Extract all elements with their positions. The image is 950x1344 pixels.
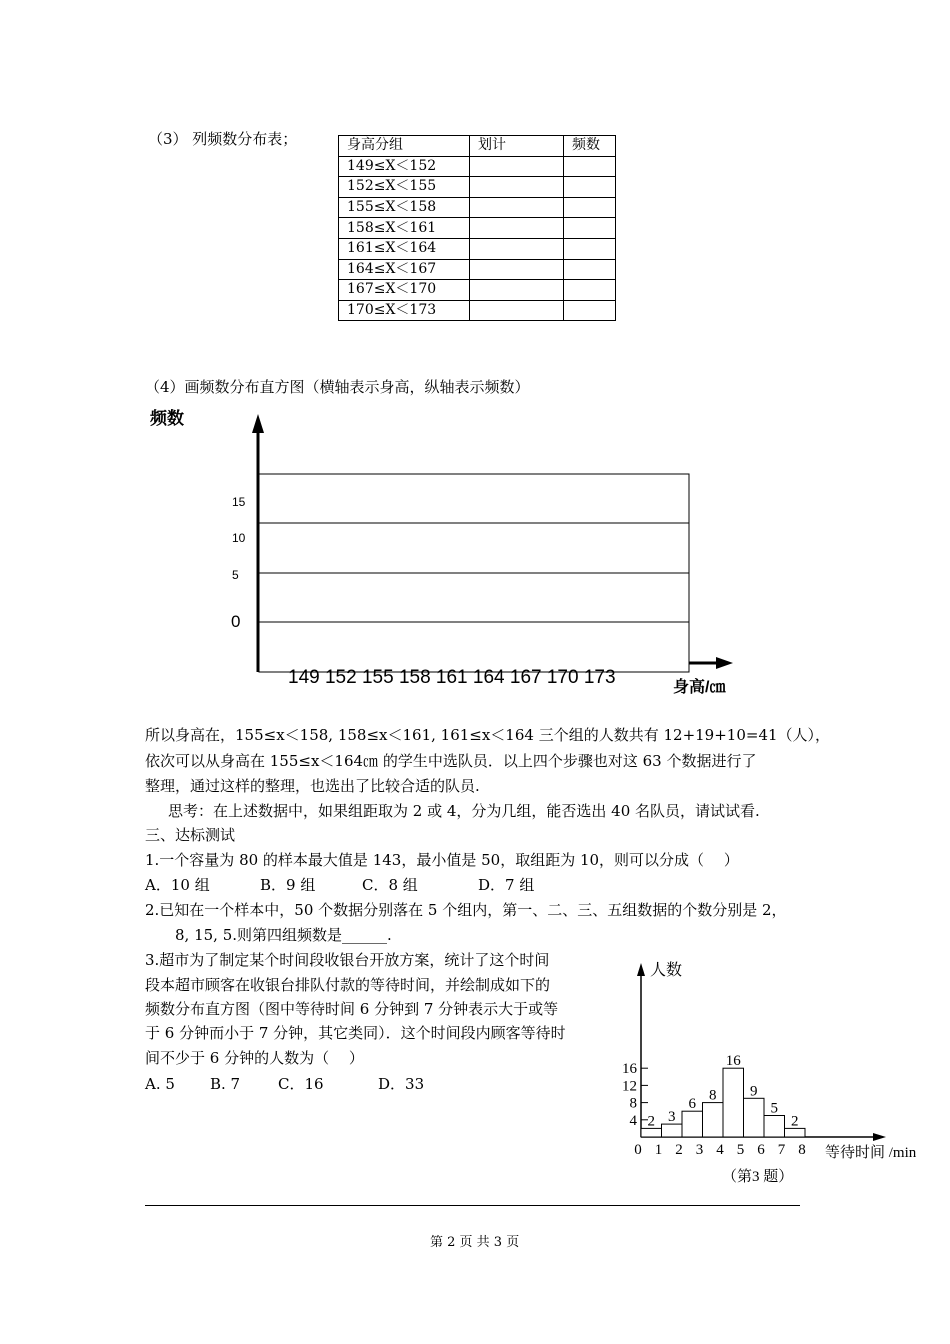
question-3-line: 频数分布直方图（图中等待时间 6 分钟到 7 分钟表示大于或等 [145,1000,559,1018]
body-line: 整理，通过这样的整理，也选出了比较合适的队员. [145,777,480,795]
chart2-y-arrow-icon [637,963,645,976]
hist1-x-title: 身高/㎝ [673,679,726,696]
body-line: 依次可以从身高在 155≤x＜164㎝ 的学生中选队员．以上四个步骤也对这 63 个数据进行了 [145,752,757,770]
hist1-y-tick: 5 [232,568,239,582]
hist1-y-tick: 10 [232,531,246,545]
histogram-bar [641,1128,662,1137]
chart2-y-title: 人数 [650,962,683,979]
y-tick-label: 4 [629,1112,637,1129]
hist1-y-tick: 0 [231,612,241,631]
think-paragraph: 思考：在上述数据中，如果组距取为 2 或 4，分为几组，能否选出 40 名队员，请试试看. [168,802,760,820]
table-cell: 155≤X＜158 [339,197,470,218]
bar-value-label: 3 [668,1109,676,1126]
table-cell: 167≤X＜170 [339,280,470,301]
q1-option-b: B．9 组 [260,876,316,894]
q1-option-d: D．7 组 [478,876,535,894]
x-tick-label: 2 [675,1142,683,1158]
table-cell: 161≤X＜164 [339,238,470,259]
section4-label: （4）画频数分布直方图（横轴表示身高，纵轴表示频数） [145,378,530,396]
histogram-bar [785,1128,806,1137]
q3-option-a: A. 5 [145,1075,175,1093]
q1-option-a: A．10 组 [145,876,210,894]
chart2-x-title: 等待时间 /min [825,1145,917,1161]
histogram-bar [744,1098,765,1137]
hist1-y-title: 频数 [150,409,184,428]
histogram-bar [662,1124,683,1137]
x-tick-label: 1 [654,1142,663,1158]
bar-value-label: 16 [725,1053,741,1070]
table-cell: 164≤X＜167 [339,259,470,280]
x-tick-label: 6 [757,1142,765,1158]
question-2-cont: 8, 15, 5.则第四组频数是______. [175,926,392,944]
question-3-line: 于 6 分钟而小于 7 分钟，其它类同）．这个时间段内顾客等待时 [145,1024,566,1042]
hist1-y-tick: 15 [232,495,246,509]
hist1-x-ticks: 149 152 155 158 161 164 167 170 173 [288,667,616,688]
histogram-bar [723,1068,744,1137]
body-line: 所以身高在，155≤x＜158, 158≤x＜161, 161≤x＜164 三个组的人数共有 12+19+10=41（人）， [145,726,831,744]
chart2-caption: （第3 题） [722,1169,794,1185]
table-header: 划计 [470,136,564,157]
table-cell: 170≤X＜173 [339,300,470,321]
table-cell: 158≤X＜161 [339,218,470,239]
y-tick-label: 12 [622,1078,637,1095]
x-tick-label: 0 [634,1142,642,1158]
bar-value-label: 6 [688,1096,696,1113]
section3-label: （3） 列频数分布表； [148,130,298,148]
y-tick-label: 16 [622,1061,637,1078]
bar-value-label: 2 [791,1113,799,1130]
q3-option-c: C．16 [278,1075,324,1093]
x-tick-label: 8 [798,1142,806,1158]
table-cell: 152≤X＜155 [339,177,470,198]
footer-divider [145,1205,800,1206]
histogram-bar [703,1103,724,1137]
table-header: 频数 [564,136,616,157]
bar-value-label: 2 [647,1113,655,1130]
x-tick-label: 3 [695,1142,704,1158]
bar-value-label: 9 [750,1083,758,1100]
page-number: 第 2 页 共 3 页 [430,1235,520,1250]
x-tick-label: 5 [736,1142,745,1158]
question-3-line: 间不少于 6 分钟的人数为（ ） [145,1049,364,1067]
bar-value-label: 8 [709,1087,717,1104]
q3-option-b: B. 7 [210,1075,241,1093]
q1-option-c: C．8 组 [362,876,418,894]
y-tick-label: 8 [629,1095,637,1112]
question-1: 1.一个容量为 80 的样本最大值是 143，最小值是 50，取组距为 10，则可以分成（ ） [145,851,739,869]
x-tick-label: 4 [716,1142,724,1158]
histogram-bar [764,1116,785,1138]
question-3-line: 3.超市为了制定某个时间段收银台开放方案，统计了这个时间 [145,951,550,969]
table-header: 身高分组 [339,136,470,157]
section-title: 三、达标测试 [145,826,236,844]
x-tick-label: 7 [777,1142,786,1158]
chart2-x-arrow-icon [873,1133,886,1141]
table-cell: 149≤X＜152 [339,156,470,177]
q3-option-d: D．33 [378,1075,425,1093]
bar-value-label: 5 [770,1100,778,1117]
histogram-bar [682,1111,703,1137]
question-3-line: 段本超市顾客在收银台排队付款的等待时间，并绘制成如下的 [145,976,551,994]
question-2: 2.已知在一个样本中，50 个数据分别落在 5 个组内，第一、二、三、五组数据的个数分别是 2， [145,901,787,919]
